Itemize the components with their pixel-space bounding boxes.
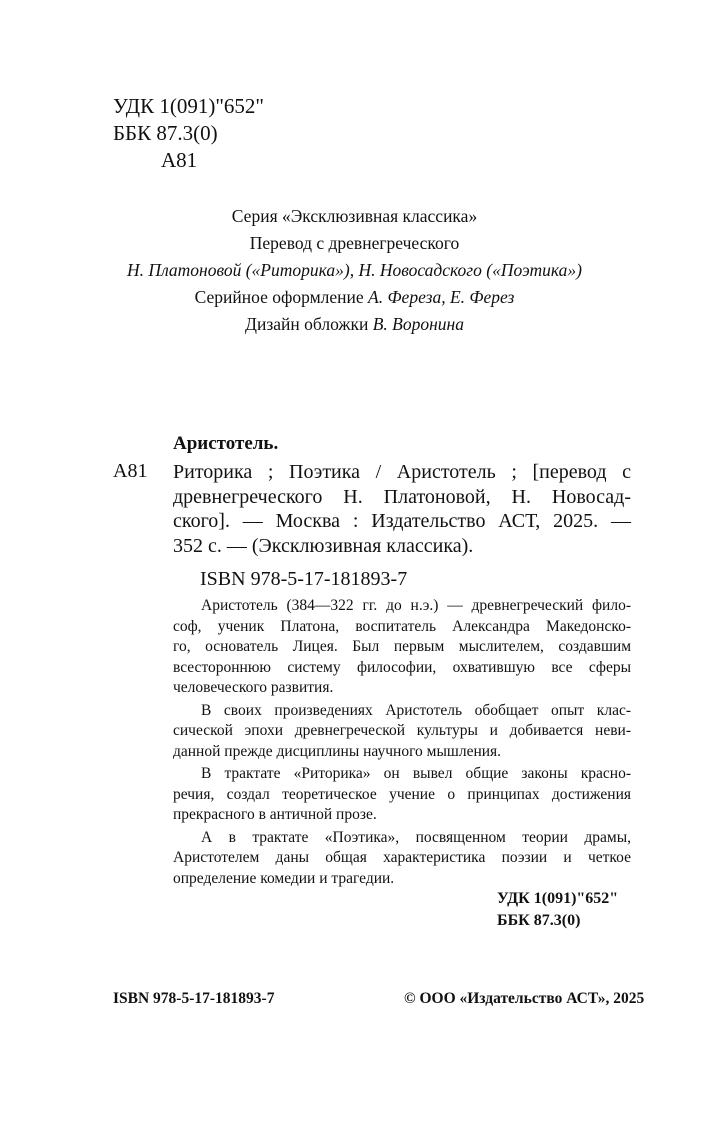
author-sign: А81 bbox=[161, 148, 198, 172]
udk-code: УДК 1(091)"652" bbox=[113, 94, 264, 118]
annotation-line: В трактате «Риторика» он вывел общие законы красно- bbox=[201, 765, 631, 782]
annotation-line: человеческого развития. bbox=[173, 679, 334, 696]
cover-design-label: Дизайн обложки bbox=[245, 314, 369, 334]
translators-line bbox=[0, 257, 709, 284]
annotation bbox=[173, 596, 631, 889]
record-line: 352 с. — (Эксклюзивная классика). bbox=[173, 534, 474, 557]
annotation-line: определение комедии и трагедии. bbox=[173, 869, 395, 887]
annotation-line: данной прежде дисциплины научного мышления. bbox=[173, 742, 502, 760]
cover-design-line bbox=[0, 311, 709, 338]
bottom-udk: УДК 1(091)"652" bbox=[497, 890, 619, 907]
footer-copyright: © ООО «Издательство АСТ», 2025 bbox=[404, 990, 645, 1007]
record-author: Аристотель. bbox=[173, 433, 279, 454]
annotation-line: прекрасного в античной прозе. bbox=[173, 806, 377, 823]
annotation-line: В своих произведениях Аристотель обобщает опыт клас- bbox=[201, 701, 631, 719]
bibliographic-record bbox=[173, 460, 631, 558]
series-design-label: Серийное оформление bbox=[194, 287, 364, 307]
bbk-code: ББК 87.3(0) bbox=[113, 121, 218, 145]
annotation-line: Аристотелем даны общая характеристика поэзии и четкое bbox=[173, 849, 631, 866]
annotation-paragraph bbox=[173, 596, 631, 699]
annotation-line: Аристотель (384—322 гг. до н.э.) — древнегреческий фило- bbox=[201, 597, 631, 614]
series-line: Серия «Эксклюзивная классика» bbox=[231, 206, 478, 226]
record-line: Риторика ; Поэтика / Аристотель ; [перевод с bbox=[173, 461, 631, 483]
annotation-line: соф, ученик Платона, воспитатель Александра Македонско- bbox=[173, 617, 631, 635]
record-line: ского]. — Москва : Издательство АСТ, 2025. — bbox=[173, 510, 631, 532]
cover-design-name: В. Воронина bbox=[372, 314, 464, 334]
annotation-paragraph bbox=[173, 701, 631, 763]
annotation-line: го, основатель Лицея. Был первым мыслителем, создавшим bbox=[173, 638, 631, 655]
annotation-line: сической эпохи древнегреческой культуры и добивается неви- bbox=[173, 722, 631, 739]
record-mark: А81 bbox=[113, 460, 148, 482]
record-line: древнегреческого Н. Платоновой, Н. Новосад- bbox=[173, 485, 631, 508]
annotation-paragraph bbox=[173, 764, 631, 826]
series-design-line bbox=[0, 284, 709, 311]
annotation-line: речия, создал теоретическое учение о принципах достижения bbox=[173, 785, 631, 803]
translation-label: Перевод с древнегреческого bbox=[249, 233, 460, 253]
annotation-paragraph bbox=[173, 828, 631, 890]
bottom-codes bbox=[497, 888, 618, 932]
credits-block bbox=[0, 203, 709, 338]
footer-isbn: ISBN 978-5-17-181893-7 bbox=[113, 990, 275, 1007]
classification-codes bbox=[113, 93, 264, 174]
record-isbn: ISBN 978-5-17-181893-7 bbox=[200, 568, 408, 590]
series-design-names: А. Фереза, Е. Ферез bbox=[368, 287, 515, 307]
translators: Н. Платоновой («Риторика»), Н. Новосадского («Поэтика») bbox=[127, 260, 582, 280]
annotation-line: всестороннюю систему философии, охватившую все сферы bbox=[173, 658, 631, 676]
bottom-bbk: ББК 87.3(0) bbox=[497, 912, 581, 929]
annotation-line: А в трактате «Поэтика», посвященном теории драмы, bbox=[201, 828, 631, 846]
